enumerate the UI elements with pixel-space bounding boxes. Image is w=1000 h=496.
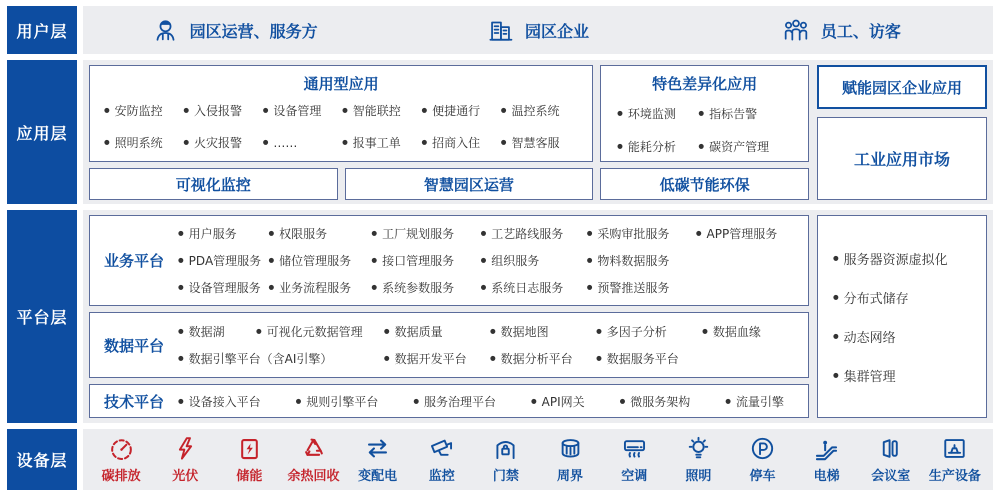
layer-label-user: 用户层	[7, 6, 77, 54]
service-item: ● APP管理服务	[696, 225, 802, 242]
app-item: ● 便捷通行	[421, 102, 500, 119]
device-carbon-emission	[89, 435, 153, 484]
tech-platform-title: 技术平台	[103, 392, 164, 411]
infra-item: ● 服务器资源虚拟化	[833, 249, 986, 268]
device-label: 电梯	[813, 469, 840, 484]
user-group-operators	[83, 17, 386, 44]
scenario-tab-smart-park-operation: 智慧园区运营	[345, 168, 594, 200]
application-layer-row	[83, 60, 993, 204]
device-access-control	[474, 435, 538, 484]
service-item: ● 可视化元数据管理	[256, 323, 384, 340]
door-lock-icon	[492, 435, 519, 462]
app-item: ● 能耗分析	[617, 138, 698, 155]
air-conditioner-icon	[621, 435, 648, 462]
data-platform-title: 数据平台	[103, 336, 164, 355]
device-label: 碳排放	[101, 469, 141, 484]
service-item: ● 设备接入平台	[178, 393, 261, 410]
service-item: ● PDA管理服务	[178, 252, 268, 269]
service-item: ● 系统日志服务	[481, 279, 587, 296]
service-item: ● 数据血缘	[702, 323, 802, 340]
service-item: ● API网关	[531, 393, 585, 410]
service-item: ● 工厂规划服务	[371, 225, 480, 242]
scenario-tab-visual-monitoring: 可视化监控	[89, 168, 338, 200]
user-group-enterprises	[386, 17, 689, 44]
user-group-label: 园区运营、服务方	[189, 21, 318, 41]
device-label: 监控	[428, 469, 455, 484]
light-bulb-icon	[685, 435, 712, 462]
device-surveillance	[410, 435, 474, 484]
service-item: ● 系统参数服务	[371, 279, 480, 296]
business-platform-box	[89, 215, 809, 306]
device-meeting-room	[859, 435, 923, 484]
service-item-empty	[696, 252, 802, 269]
app-item: ● 安防监控	[104, 102, 183, 119]
device-elevator	[795, 435, 859, 484]
operator-icon	[152, 17, 179, 44]
service-item: ● 数据引擎平台（含AI引擎）	[178, 350, 384, 367]
device-parking	[730, 435, 794, 484]
app-item: ● 智能联控	[342, 102, 421, 119]
device-label: 变配电	[358, 469, 398, 484]
device-label: 停车	[749, 469, 776, 484]
user-group-label: 员工、访客	[820, 21, 901, 41]
service-item: ● 多因子分析	[596, 323, 702, 340]
app-item: ● 温控系统	[501, 102, 580, 119]
battery-storage-icon	[236, 435, 263, 462]
device-label: 周界	[557, 469, 584, 484]
data-platform-box	[89, 312, 809, 378]
enterprise-building-icon	[487, 17, 514, 44]
app-item: ● ……	[263, 134, 342, 151]
app-item: ● 报事工单	[342, 134, 421, 151]
service-item: ● 数据地图	[490, 323, 596, 340]
layer-label-application: 应用层	[7, 60, 77, 204]
app-item: ● 智慧客服	[501, 134, 580, 151]
service-item: ● 流量引擎	[725, 393, 784, 410]
service-item: ● 工艺路线服务	[481, 225, 587, 242]
scenario-tab-low-carbon: 低碳节能环保	[600, 168, 809, 200]
user-group-label: 园区企业	[524, 21, 589, 41]
transfer-arrows-icon	[364, 435, 391, 462]
parking-icon	[749, 435, 776, 462]
service-item: ● 权限服务	[268, 225, 371, 242]
gauge-icon	[108, 435, 135, 462]
device-lighting	[666, 435, 730, 484]
special-apps-title: 特色差异化应用	[652, 75, 758, 93]
device-label: 余热回收	[287, 469, 340, 484]
app-item: ● 设备管理	[263, 102, 342, 119]
layer-label-platform: 平台层	[7, 210, 77, 423]
device-solar	[153, 435, 217, 484]
app-item: ● 火灾报警	[183, 134, 262, 151]
industry-app-market-box: 工业应用市场	[817, 117, 987, 200]
service-item: ● 数据开发平台	[384, 350, 490, 367]
general-apps-title: 通用型应用	[303, 75, 379, 93]
cctv-icon	[428, 435, 455, 462]
device-label: 照明	[685, 469, 712, 484]
infra-item: ● 动态网络	[833, 327, 986, 346]
general-apps-box	[89, 65, 593, 162]
service-item: ● 数据质量	[384, 323, 490, 340]
bolt-icon	[172, 435, 199, 462]
service-item: ● 用户服务	[178, 225, 268, 242]
device-label: 门禁	[492, 469, 519, 484]
device-waste-heat-recovery	[281, 435, 345, 484]
visitors-group-icon	[782, 16, 810, 44]
infra-item: ● 集群管理	[833, 366, 986, 385]
service-item: ● 规则引擎平台	[296, 393, 379, 410]
service-item: ● 数据分析平台	[490, 350, 596, 367]
platform-layer-row	[83, 210, 993, 423]
app-item: ● 照明系统	[104, 134, 183, 151]
meeting-room-icon	[877, 435, 904, 462]
infra-item: ● 分布式储存	[833, 288, 986, 307]
enable-enterprise-apps-box: 赋能园区企业应用	[817, 65, 987, 109]
device-perimeter	[538, 435, 602, 484]
device-label: 会议室	[871, 469, 911, 484]
escalator-icon	[813, 435, 840, 462]
device-production-equipment	[923, 435, 987, 484]
service-item: ● 采购审批服务	[587, 225, 696, 242]
app-item: ● 招商入住	[421, 134, 500, 151]
service-item: ● 组织服务	[481, 252, 587, 269]
device-label: 光伏	[172, 469, 199, 484]
device-label: 储能	[236, 469, 263, 484]
device-air-conditioning	[602, 435, 666, 484]
app-item: ● 环境监测	[617, 105, 698, 122]
service-item: ● 数据服务平台	[596, 350, 702, 367]
infrastructure-box	[817, 215, 987, 418]
service-item: ● 物料数据服务	[587, 252, 696, 269]
app-item: ● 碳资产管理	[698, 138, 800, 155]
device-layer-row	[83, 429, 993, 490]
device-energy-storage	[217, 435, 281, 484]
recycle-icon	[300, 435, 327, 462]
service-item: ● 微服务架构	[620, 393, 691, 410]
service-item: ● 预警推送服务	[587, 279, 696, 296]
service-item: ● 业务流程服务	[268, 279, 371, 296]
business-platform-title: 业务平台	[103, 252, 164, 271]
device-power-distribution	[346, 435, 410, 484]
service-item: ● 设备管理服务	[178, 279, 268, 296]
service-item: ● 数据湖	[178, 323, 256, 340]
production-equipment-icon	[941, 435, 968, 462]
device-label: 空调	[621, 469, 648, 484]
tech-platform-box	[89, 384, 809, 418]
user-layer-row	[83, 6, 993, 54]
device-label: 生产设备	[928, 469, 981, 484]
service-item-empty	[696, 279, 802, 296]
user-group-visitors	[690, 16, 993, 44]
app-item: ● 入侵报警	[183, 102, 262, 119]
service-item: ● 服务治理平台	[413, 393, 496, 410]
service-item: ● 储位管理服务	[268, 252, 371, 269]
layer-label-device: 设备层	[7, 429, 77, 490]
app-item: ● 指标告警	[698, 105, 800, 122]
special-apps-box	[600, 65, 809, 162]
service-item: ● 接口管理服务	[371, 252, 480, 269]
perimeter-drum-icon	[557, 435, 584, 462]
